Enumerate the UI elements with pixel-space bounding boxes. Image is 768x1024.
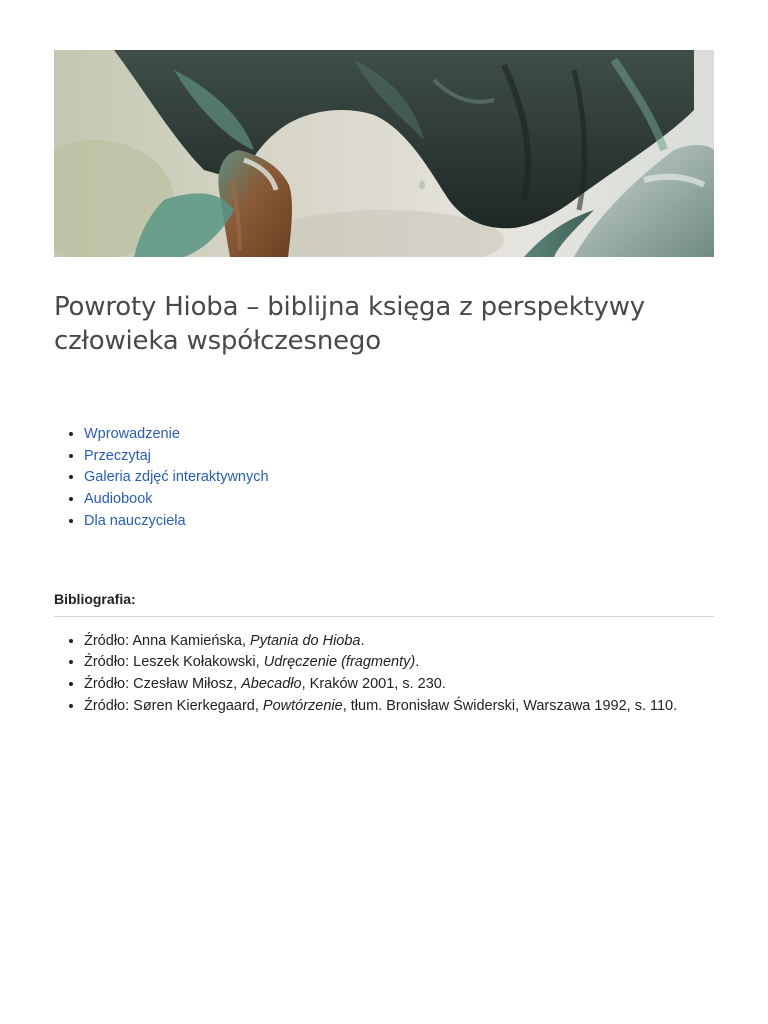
bibliography-item	[84, 631, 714, 653]
bibliography-source: Źródło: Leszek Kołakowski,	[84, 654, 264, 671]
bibliography-list	[54, 631, 714, 718]
hero-image	[54, 50, 714, 257]
bibliography-title: Pytania do Hioba	[250, 632, 361, 649]
bibliography-source: Źródło: Czesław Miłosz,	[84, 675, 242, 692]
bibliography-details: .	[415, 654, 420, 671]
bibliography-item	[84, 674, 714, 696]
nav-link-galeria[interactable]: Galeria zdjęć interaktywnych	[84, 469, 269, 486]
bibliography-title: Abecadło	[241, 675, 302, 692]
bibliography-title: Udręczenie (fragmenty)	[263, 654, 416, 671]
nav-item-dla-nauczyciela	[84, 511, 714, 533]
section-nav	[54, 424, 714, 533]
bibliography-item	[84, 652, 714, 674]
bibliography-heading: Bibliografia:	[54, 591, 714, 617]
nav-item-audiobook	[84, 489, 714, 511]
sculpture-photo	[54, 50, 714, 257]
nav-link-wprowadzenie[interactable]: Wprowadzenie	[84, 426, 180, 442]
bibliography-source: Źródło: Søren Kierkegaard,	[84, 697, 263, 714]
nav-item-przeczytaj	[84, 446, 714, 468]
bibliography-source: Źródło: Anna Kamieńska,	[84, 632, 251, 649]
bibliography-details: , tłum. Bronisław Świderski, Warszawa 1992, s. 110.	[342, 697, 678, 714]
page-title-text: Powroty Hioba – biblijna księga z perspektywy człowieka współczesnego	[54, 292, 645, 356]
nav-link-audiobook[interactable]: Audiobook	[84, 491, 153, 508]
bibliography-details: .	[360, 632, 365, 649]
nav-item-wprowadzenie	[84, 424, 714, 446]
bibliography-details: , Kraków 2001, s. 230.	[301, 675, 446, 692]
page-content	[54, 50, 714, 717]
bibliography-title: Powtórzenie	[262, 697, 343, 714]
nav-item-galeria	[84, 467, 714, 489]
bibliography-item	[84, 696, 714, 718]
page-title	[54, 290, 714, 358]
nav-link-dla-nauczyciela[interactable]: Dla nauczyciela	[84, 512, 186, 529]
nav-link-przeczytaj[interactable]: Przeczytaj	[84, 447, 151, 464]
